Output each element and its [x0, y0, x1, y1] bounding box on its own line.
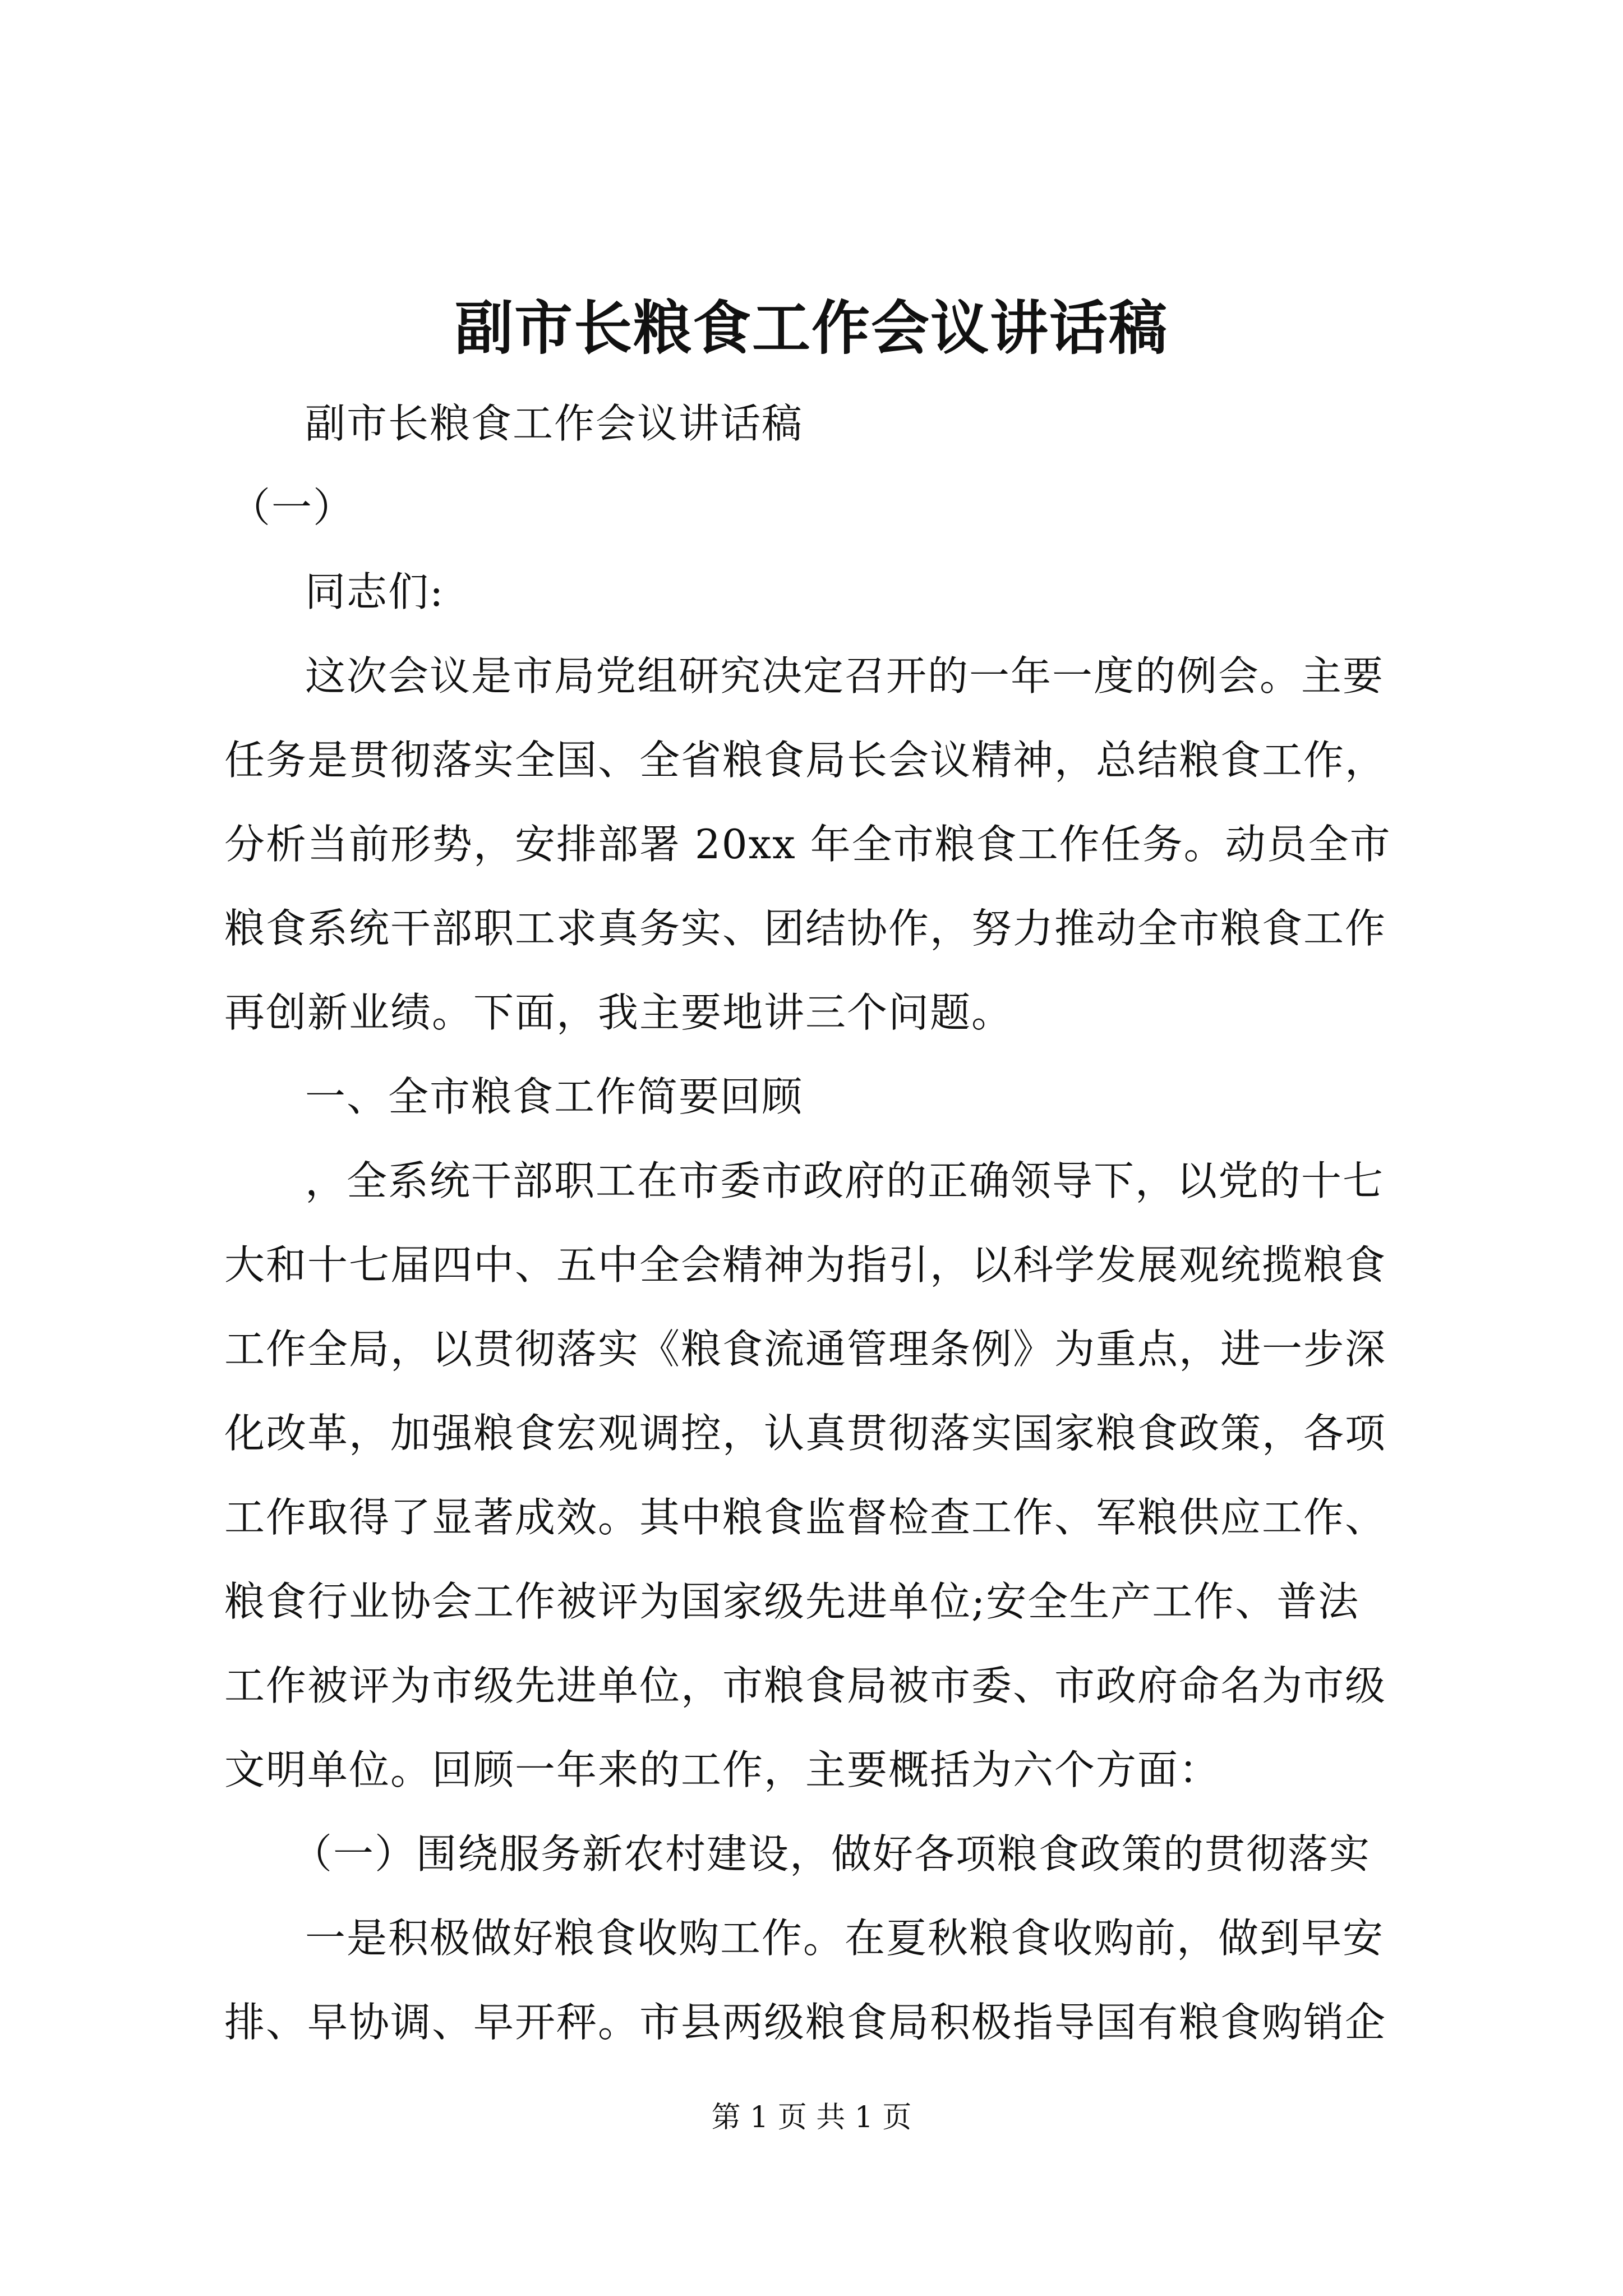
salutation: 同志们:: [305, 568, 445, 615]
paragraph-line: 再创新业绩。下面，我主要地讲三个问题。: [224, 989, 1013, 1036]
paragraph-line: ，全系统干部职工在市委市政府的正确领导下，以党的十七: [305, 1157, 1385, 1204]
paragraph-review: [224, 1139, 1436, 1812]
paragraph-line: 分析当前形势，安排部署 20xx 年全市粮食工作任务。动员全市: [224, 821, 1391, 868]
paragraph-line: 这次会议是市局党组研究决定召开的一年一度的例会。主要: [305, 652, 1385, 700]
section-marker: （一）: [230, 484, 355, 531]
section-heading: 一、全市粮食工作简要回顾: [305, 1073, 804, 1120]
paragraph-line: 化改革，加强粮食宏观调控，认真贯彻落实国家粮食政策，各项: [224, 1410, 1387, 1457]
paragraph-line: 一是积极做好粮食收购工作。在夏秋粮食收购前，做到早安: [305, 1915, 1385, 1962]
document-body: [224, 381, 1436, 2064]
paragraph-line: 任务是贯彻落实全国、全省粮食局长会议精神，总结粮食工作，: [224, 737, 1387, 784]
paragraph-line: 粮食系统干部职工求真务实、团结协作，努力推动全市粮食工作: [224, 905, 1387, 952]
paragraph-purchase: [224, 1896, 1436, 2064]
paragraph-line: 大和十七届四中、五中全会精神为指引，以科学发展观统揽粮食: [224, 1241, 1387, 1289]
paragraph-line: 粮食行业协会工作被评为国家级先进单位;安全生产工作、普法: [224, 1578, 1360, 1625]
subsection-heading: （一）围绕服务新农村建设，做好各项粮食政策的贯彻落实: [292, 1830, 1371, 1878]
paragraph-line: 工作取得了显著成效。其中粮食监督检查工作、军粮供应工作、: [224, 1494, 1387, 1541]
page-footer: 第 1 页 共 1 页: [711, 2101, 912, 2134]
paragraph-line: 排、早协调、早开秤。市县两级粮食局积极指导国有粮食购销企: [224, 1999, 1387, 2046]
document-title: 副市长粮食工作会议讲话稿: [454, 293, 1168, 362]
paragraph-intro: [224, 634, 1436, 1055]
paragraph-line: 文明单位。回顾一年来的工作，主要概括为六个方面：: [224, 1746, 1221, 1793]
subtitle-line: 副市长粮食工作会议讲话稿: [305, 400, 804, 447]
paragraph-line: 工作全局，以贯彻落实《粮食流通管理条例》为重点，进一步深: [224, 1326, 1387, 1373]
paragraph-line: 工作被评为市级先进单位，市粮食局被市委、市政府命名为市级: [224, 1662, 1387, 1709]
